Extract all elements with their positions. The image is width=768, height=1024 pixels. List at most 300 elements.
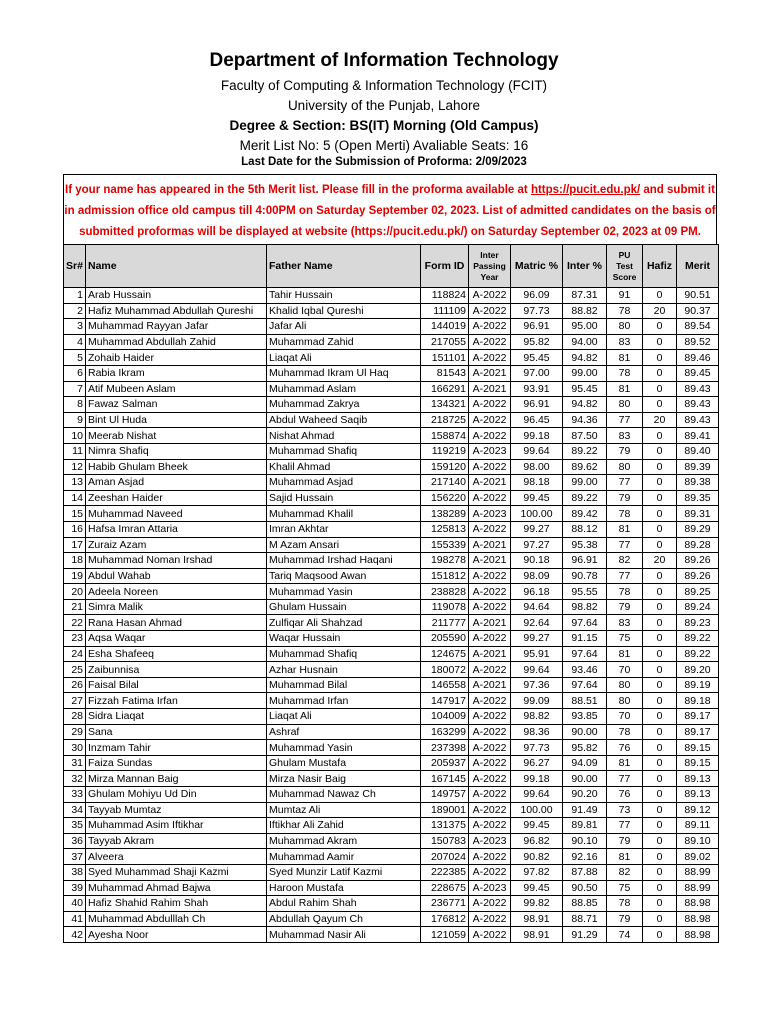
cell-inter: 90.20 xyxy=(563,787,607,803)
cell-matric: 100.00 xyxy=(511,506,563,522)
table-row xyxy=(64,288,719,304)
cell-merit: 90.37 xyxy=(677,303,719,319)
cell-year: A-2021 xyxy=(469,553,511,569)
cell-father: Muhammad Yasin xyxy=(267,740,421,756)
cell-inter: 88.71 xyxy=(563,911,607,927)
cell-name: Zuraiz Azam xyxy=(86,537,267,553)
table-row xyxy=(64,724,719,740)
cell-matric: 99.45 xyxy=(511,880,563,896)
cell-hafiz: 0 xyxy=(643,849,677,865)
cell-inter: 99.00 xyxy=(563,365,607,381)
cell-sr: 15 xyxy=(64,506,86,522)
cell-merit: 89.35 xyxy=(677,490,719,506)
cell-hafiz: 0 xyxy=(643,755,677,771)
cell-father: Imran Akhtar xyxy=(267,521,421,537)
cell-hafiz: 0 xyxy=(643,740,677,756)
cell-merit: 89.24 xyxy=(677,599,719,615)
cell-father: Tariq Maqsood Awan xyxy=(267,568,421,584)
cell-hafiz: 0 xyxy=(643,319,677,335)
cell-hafiz: 0 xyxy=(643,599,677,615)
cell-matric: 96.09 xyxy=(511,288,563,304)
cell-merit: 89.26 xyxy=(677,568,719,584)
table-row xyxy=(64,849,719,865)
cell-merit: 89.15 xyxy=(677,740,719,756)
cell-form-id: 156220 xyxy=(421,490,469,506)
cell-year: A-2022 xyxy=(469,724,511,740)
cell-pu: 81 xyxy=(607,849,643,865)
cell-hafiz: 0 xyxy=(643,864,677,880)
cell-matric: 99.45 xyxy=(511,818,563,834)
cell-father: Muhammad Nawaz Ch xyxy=(267,787,421,803)
notice-link[interactable]: https://pucit.edu.pk/ xyxy=(530,184,641,196)
cell-name: Tayyab Akram xyxy=(86,833,267,849)
cell-name: Sana xyxy=(86,724,267,740)
cell-pu: 77 xyxy=(607,568,643,584)
cell-inter: 89.81 xyxy=(563,818,607,834)
cell-form-id: 151101 xyxy=(421,350,469,366)
cell-father: Nishat Ahmad xyxy=(267,428,421,444)
cell-form-id: 167145 xyxy=(421,771,469,787)
cell-form-id: 159120 xyxy=(421,459,469,475)
cell-pu: 79 xyxy=(607,443,643,459)
cell-name: Ayesha Noor xyxy=(86,927,267,943)
cell-form-id: 151812 xyxy=(421,568,469,584)
cell-hafiz: 0 xyxy=(643,771,677,787)
col-pu-test: PU Test Score xyxy=(607,245,643,288)
table-row xyxy=(64,584,719,600)
table-header-row xyxy=(64,245,719,288)
cell-matric: 99.64 xyxy=(511,787,563,803)
cell-sr: 39 xyxy=(64,880,86,896)
cell-name: Muhammad Naveed xyxy=(86,506,267,522)
cell-pu: 78 xyxy=(607,365,643,381)
faculty-name: Faculty of Computing & Information Technology (FCIT) xyxy=(220,78,548,93)
cell-merit: 89.26 xyxy=(677,553,719,569)
cell-father: Muhammad Shafiq xyxy=(267,443,421,459)
cell-sr: 12 xyxy=(64,459,86,475)
cell-form-id: 163299 xyxy=(421,724,469,740)
cell-merit: 89.15 xyxy=(677,755,719,771)
cell-pu: 83 xyxy=(607,334,643,350)
cell-year: A-2021 xyxy=(469,365,511,381)
cell-year: A-2022 xyxy=(469,319,511,335)
cell-year: A-2022 xyxy=(469,818,511,834)
cell-form-id: 222385 xyxy=(421,864,469,880)
col-inter: Inter % xyxy=(563,245,607,288)
cell-pu: 79 xyxy=(607,490,643,506)
cell-matric: 98.18 xyxy=(511,475,563,491)
cell-year: A-2022 xyxy=(469,350,511,366)
cell-pu: 80 xyxy=(607,319,643,335)
cell-hafiz: 0 xyxy=(643,521,677,537)
cell-name: Nimra Shafiq xyxy=(86,443,267,459)
cell-form-id: 207024 xyxy=(421,849,469,865)
cell-merit: 89.17 xyxy=(677,724,719,740)
cell-sr: 19 xyxy=(64,568,86,584)
table-row xyxy=(64,864,719,880)
cell-hafiz: 0 xyxy=(643,631,677,647)
cell-father: Muhammad Khalil xyxy=(267,506,421,522)
cell-matric: 97.00 xyxy=(511,365,563,381)
cell-inter: 95.55 xyxy=(563,584,607,600)
cell-matric: 99.27 xyxy=(511,631,563,647)
cell-matric: 99.64 xyxy=(511,662,563,678)
cell-form-id: 158874 xyxy=(421,428,469,444)
cell-year: A-2022 xyxy=(469,927,511,943)
page-title: Department of Information Technology xyxy=(209,50,559,71)
cell-pu: 75 xyxy=(607,631,643,647)
cell-year: A-2022 xyxy=(469,849,511,865)
cell-hafiz: 0 xyxy=(643,288,677,304)
cell-sr: 40 xyxy=(64,896,86,912)
cell-form-id: 176812 xyxy=(421,911,469,927)
cell-sr: 35 xyxy=(64,818,86,834)
table-row xyxy=(64,319,719,335)
table-row xyxy=(64,646,719,662)
cell-pu: 78 xyxy=(607,303,643,319)
table-row xyxy=(64,755,719,771)
cell-sr: 11 xyxy=(64,443,86,459)
cell-matric: 99.09 xyxy=(511,693,563,709)
cell-pu: 80 xyxy=(607,397,643,413)
cell-name: Muhammad Abdulllah Ch xyxy=(86,911,267,927)
cell-matric: 96.27 xyxy=(511,755,563,771)
cell-matric: 100.00 xyxy=(511,802,563,818)
cell-pu: 78 xyxy=(607,724,643,740)
cell-father: Muhammad Shafiq xyxy=(267,646,421,662)
cell-matric: 97.73 xyxy=(511,303,563,319)
cell-name: Aman Asjad xyxy=(86,475,267,491)
col-hafiz: Hafiz xyxy=(643,245,677,288)
cell-father: Jafar Ali xyxy=(267,319,421,335)
cell-merit: 88.98 xyxy=(677,927,719,943)
cell-inter: 91.15 xyxy=(563,631,607,647)
cell-father: Mumtaz Ali xyxy=(267,802,421,818)
cell-name: Esha Shafeeq xyxy=(86,646,267,662)
cell-pu: 76 xyxy=(607,740,643,756)
table-row xyxy=(64,787,719,803)
cell-sr: 24 xyxy=(64,646,86,662)
cell-inter: 94.82 xyxy=(563,350,607,366)
cell-inter: 97.64 xyxy=(563,677,607,693)
cell-inter: 94.09 xyxy=(563,755,607,771)
cell-hafiz: 0 xyxy=(643,350,677,366)
table-row xyxy=(64,475,719,491)
cell-form-id: 180072 xyxy=(421,662,469,678)
cell-form-id: 138289 xyxy=(421,506,469,522)
cell-pu: 77 xyxy=(607,771,643,787)
cell-year: A-2022 xyxy=(469,896,511,912)
cell-year: A-2022 xyxy=(469,521,511,537)
cell-inter: 94.82 xyxy=(563,397,607,413)
cell-matric: 92.64 xyxy=(511,615,563,631)
cell-pu: 78 xyxy=(607,506,643,522)
cell-merit: 88.99 xyxy=(677,880,719,896)
cell-year: A-2022 xyxy=(469,662,511,678)
cell-merit: 89.12 xyxy=(677,802,719,818)
cell-year: A-2022 xyxy=(469,631,511,647)
cell-merit: 89.39 xyxy=(677,459,719,475)
table-row xyxy=(64,880,719,896)
cell-year: A-2022 xyxy=(469,459,511,475)
cell-matric: 98.09 xyxy=(511,568,563,584)
cell-name: Abdul Wahab xyxy=(86,568,267,584)
cell-pu: 78 xyxy=(607,896,643,912)
table-row xyxy=(64,802,719,818)
table-row xyxy=(64,521,719,537)
cell-inter: 94.36 xyxy=(563,412,607,428)
cell-merit: 89.22 xyxy=(677,646,719,662)
cell-sr: 25 xyxy=(64,662,86,678)
cell-father: Muhammad Irshad Haqani xyxy=(267,553,421,569)
table-row xyxy=(64,833,719,849)
cell-name: Muhammad Abdullah Zahid xyxy=(86,334,267,350)
cell-sr: 37 xyxy=(64,849,86,865)
notice-box xyxy=(63,174,717,244)
cell-year: A-2022 xyxy=(469,334,511,350)
cell-form-id: 166291 xyxy=(421,381,469,397)
table-row xyxy=(64,740,719,756)
cell-matric: 95.45 xyxy=(511,350,563,366)
cell-merit: 88.98 xyxy=(677,896,719,912)
cell-matric: 97.36 xyxy=(511,677,563,693)
cell-sr: 10 xyxy=(64,428,86,444)
cell-pu: 73 xyxy=(607,802,643,818)
cell-form-id: 189001 xyxy=(421,802,469,818)
cell-form-id: 150783 xyxy=(421,833,469,849)
cell-pu: 77 xyxy=(607,537,643,553)
cell-sr: 36 xyxy=(64,833,86,849)
table-row xyxy=(64,350,719,366)
cell-name: Arab Hussain xyxy=(86,288,267,304)
cell-sr: 32 xyxy=(64,771,86,787)
cell-pu: 75 xyxy=(607,880,643,896)
cell-hafiz: 0 xyxy=(643,615,677,631)
cell-matric: 98.36 xyxy=(511,724,563,740)
col-merit: Merit xyxy=(677,245,719,288)
cell-matric: 99.18 xyxy=(511,771,563,787)
cell-year: A-2022 xyxy=(469,787,511,803)
cell-inter: 95.38 xyxy=(563,537,607,553)
cell-father: Tahir Hussain xyxy=(267,288,421,304)
cell-sr: 13 xyxy=(64,475,86,491)
cell-form-id: 205590 xyxy=(421,631,469,647)
cell-inter: 87.50 xyxy=(563,428,607,444)
cell-year: A-2021 xyxy=(469,615,511,631)
cell-year: A-2022 xyxy=(469,288,511,304)
cell-inter: 93.85 xyxy=(563,709,607,725)
cell-hafiz: 0 xyxy=(643,709,677,725)
cell-year: A-2023 xyxy=(469,880,511,896)
cell-merit: 89.31 xyxy=(677,506,719,522)
cell-merit: 88.98 xyxy=(677,911,719,927)
cell-pu: 70 xyxy=(607,709,643,725)
cell-inter: 95.82 xyxy=(563,740,607,756)
cell-hafiz: 0 xyxy=(643,537,677,553)
cell-father: M Azam Ansari xyxy=(267,537,421,553)
cell-hafiz: 0 xyxy=(643,568,677,584)
cell-name: Muhammad Noman Irshad xyxy=(86,553,267,569)
cell-hafiz: 0 xyxy=(643,818,677,834)
cell-hafiz: 20 xyxy=(643,412,677,428)
cell-name: Hafsa Imran Attaria xyxy=(86,521,267,537)
cell-matric: 97.27 xyxy=(511,537,563,553)
cell-year: A-2022 xyxy=(469,412,511,428)
cell-name: Fawaz Salman xyxy=(86,397,267,413)
cell-inter: 93.46 xyxy=(563,662,607,678)
cell-form-id: 238828 xyxy=(421,584,469,600)
table-row xyxy=(64,553,719,569)
cell-pu: 74 xyxy=(607,927,643,943)
table-row xyxy=(64,397,719,413)
cell-merit: 89.54 xyxy=(677,319,719,335)
cell-inter: 91.49 xyxy=(563,802,607,818)
cell-father: Abdul Waheed Saqib xyxy=(267,412,421,428)
cell-year: A-2023 xyxy=(469,443,511,459)
cell-year: A-2022 xyxy=(469,397,511,413)
cell-merit: 89.43 xyxy=(677,381,719,397)
cell-matric: 99.18 xyxy=(511,428,563,444)
table-row xyxy=(64,537,719,553)
cell-form-id: 236771 xyxy=(421,896,469,912)
cell-sr: 3 xyxy=(64,319,86,335)
cell-pu: 82 xyxy=(607,864,643,880)
cell-father: Ghulam Hussain xyxy=(267,599,421,615)
cell-sr: 5 xyxy=(64,350,86,366)
cell-name: Alveera xyxy=(86,849,267,865)
cell-year: A-2023 xyxy=(469,833,511,849)
cell-form-id: 211777 xyxy=(421,615,469,631)
cell-sr: 29 xyxy=(64,724,86,740)
cell-pu: 81 xyxy=(607,521,643,537)
cell-merit: 89.41 xyxy=(677,428,719,444)
col-name: Name xyxy=(86,245,267,288)
cell-year: A-2022 xyxy=(469,428,511,444)
cell-form-id: 205937 xyxy=(421,755,469,771)
cell-matric: 90.18 xyxy=(511,553,563,569)
cell-name: Mirza Mannan Baig xyxy=(86,771,267,787)
cell-form-id: 125813 xyxy=(421,521,469,537)
cell-matric: 99.27 xyxy=(511,521,563,537)
cell-matric: 98.00 xyxy=(511,459,563,475)
cell-hafiz: 0 xyxy=(643,787,677,803)
cell-hafiz: 0 xyxy=(643,927,677,943)
cell-name: Faisal Bilal xyxy=(86,677,267,693)
cell-form-id: 217055 xyxy=(421,334,469,350)
university-name: University of the Punjab, Lahore xyxy=(287,98,481,113)
cell-merit: 88.99 xyxy=(677,864,719,880)
table-row xyxy=(64,568,719,584)
cell-name: Bint Ul Huda xyxy=(86,412,267,428)
col-passing-year: Inter Passing Year xyxy=(469,245,511,288)
table-row xyxy=(64,381,719,397)
cell-merit: 89.10 xyxy=(677,833,719,849)
cell-hafiz: 0 xyxy=(643,662,677,678)
cell-merit: 89.28 xyxy=(677,537,719,553)
cell-inter: 90.00 xyxy=(563,771,607,787)
cell-pu: 76 xyxy=(607,787,643,803)
cell-year: A-2021 xyxy=(469,381,511,397)
cell-merit: 89.45 xyxy=(677,365,719,381)
cell-merit: 89.19 xyxy=(677,677,719,693)
cell-inter: 88.82 xyxy=(563,303,607,319)
cell-inter: 89.62 xyxy=(563,459,607,475)
notice-text-1: If your name has appeared in the 5th Merit list. Please fill in the proforma available at xyxy=(65,184,531,196)
cell-inter: 88.85 xyxy=(563,896,607,912)
cell-inter: 92.16 xyxy=(563,849,607,865)
cell-year: A-2022 xyxy=(469,490,511,506)
cell-father: Sajid Hussain xyxy=(267,490,421,506)
cell-father: Abdullah Qayum Ch xyxy=(267,911,421,927)
cell-form-id: 131375 xyxy=(421,818,469,834)
cell-name: Hafiz Shahid Rahim Shah xyxy=(86,896,267,912)
cell-sr: 7 xyxy=(64,381,86,397)
cell-sr: 18 xyxy=(64,553,86,569)
cell-sr: 31 xyxy=(64,755,86,771)
cell-name: Muhammad Asim Iftikhar xyxy=(86,818,267,834)
cell-sr: 27 xyxy=(64,693,86,709)
cell-name: Aqsa Waqar xyxy=(86,631,267,647)
cell-merit: 89.02 xyxy=(677,849,719,865)
cell-hafiz: 20 xyxy=(643,553,677,569)
cell-year: A-2021 xyxy=(469,475,511,491)
cell-sr: 2 xyxy=(64,303,86,319)
cell-name: Rabia Ikram xyxy=(86,365,267,381)
cell-merit: 89.22 xyxy=(677,631,719,647)
cell-inter: 90.10 xyxy=(563,833,607,849)
cell-matric: 99.82 xyxy=(511,896,563,912)
cell-merit: 89.52 xyxy=(677,334,719,350)
cell-father: Liaqat Ali xyxy=(267,709,421,725)
cell-matric: 90.82 xyxy=(511,849,563,865)
table-row xyxy=(64,771,719,787)
cell-matric: 97.73 xyxy=(511,740,563,756)
table-row xyxy=(64,412,719,428)
table-row xyxy=(64,506,719,522)
cell-year: A-2022 xyxy=(469,599,511,615)
cell-year: A-2022 xyxy=(469,693,511,709)
table-row xyxy=(64,693,719,709)
cell-name: Adeela Noreen xyxy=(86,584,267,600)
cell-name: Syed Muhammad Shaji Kazmi xyxy=(86,864,267,880)
cell-year: A-2021 xyxy=(469,646,511,662)
cell-hafiz: 0 xyxy=(643,397,677,413)
cell-hafiz: 0 xyxy=(643,381,677,397)
cell-sr: 16 xyxy=(64,521,86,537)
cell-hafiz: 0 xyxy=(643,428,677,444)
cell-inter: 90.50 xyxy=(563,880,607,896)
cell-inter: 88.51 xyxy=(563,693,607,709)
cell-name: Muhammad Rayyan Jafar xyxy=(86,319,267,335)
cell-sr: 42 xyxy=(64,927,86,943)
cell-form-id: 198278 xyxy=(421,553,469,569)
cell-inter: 97.64 xyxy=(563,646,607,662)
cell-form-id: 217140 xyxy=(421,475,469,491)
cell-inter: 99.00 xyxy=(563,475,607,491)
cell-inter: 91.29 xyxy=(563,927,607,943)
cell-inter: 96.91 xyxy=(563,553,607,569)
cell-sr: 14 xyxy=(64,490,86,506)
cell-pu: 80 xyxy=(607,693,643,709)
cell-inter: 97.64 xyxy=(563,615,607,631)
cell-pu: 77 xyxy=(607,475,643,491)
cell-name: Tayyab Mumtaz xyxy=(86,802,267,818)
cell-matric: 93.91 xyxy=(511,381,563,397)
table-row xyxy=(64,428,719,444)
cell-sr: 4 xyxy=(64,334,86,350)
cell-matric: 98.82 xyxy=(511,709,563,725)
cell-inter: 89.22 xyxy=(563,490,607,506)
